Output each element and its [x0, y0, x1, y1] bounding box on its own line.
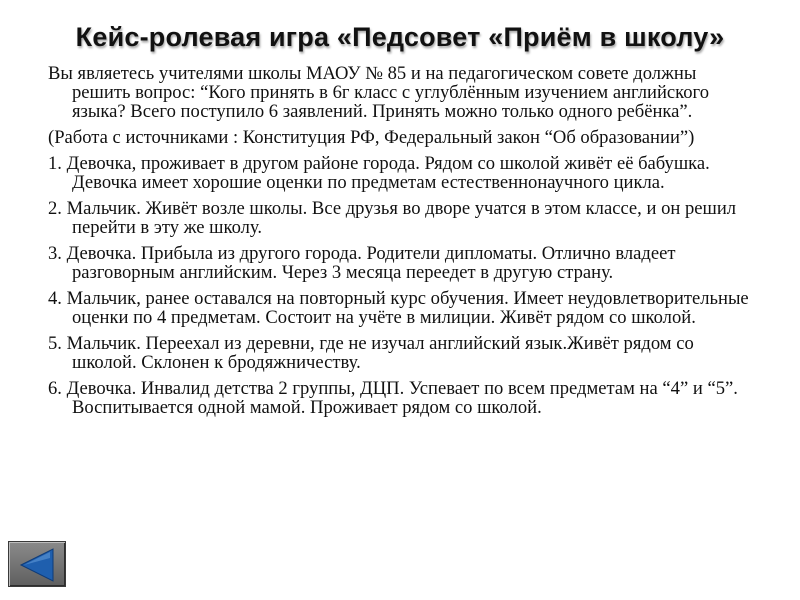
intro-paragraph: Вы являетесь учителями школы МАОУ № 85 и на педагогическом совете должны решить вопрос: “Кого принять в 6г класс с углублённым изучением английского языка? Всего поступило 6 заявлений. Принять можно только одного ребёнка”. — [48, 63, 709, 122]
case-item-5: 5. Мальчик. Переехал из деревни, где не изучал английский язык.Живёт рядом со школой. Склонен к бродяжничеству. — [48, 333, 694, 373]
sources-paragraph: (Работа с источниками : Конституция РФ, Федеральный закон “Об образовании”) — [48, 127, 695, 148]
case-item-4: 4. Мальчик, ранее оставался на повторный курс обучения. Имеет неудовлетворительные оценки по 4 предметам. Состоит на учёте в милиции. Живёт рядом со школой. — [48, 288, 749, 328]
case-item-6: 6. Девочка. Инвалид детства 2 группы, ДЦП. Успевает по всем предметам на “4” и “5”. Воспитывается одной мамой. Проживает рядом со школой. — [48, 378, 738, 418]
case-item-3: 3. Девочка. Прибыла из другого города. Родители дипломаты. Отлично владеет разговорным английским. Через 3 месяца переедет в другую страну. — [48, 243, 676, 283]
case-item-1: 1. Девочка, проживает в другом районе города. Рядом со школой живёт её бабушка. Девочка имеет хорошие оценки по предметам естественнонаучного цикла. — [48, 153, 710, 193]
case-item-2: 2. Мальчик. Живёт возле школы. Все друзья во дворе учатся в этом классе, и он решил перейти в эту же школу. — [48, 198, 737, 238]
left-arrow-icon — [9, 542, 67, 588]
slide-content — [48, 64, 753, 424]
back-button[interactable] — [8, 541, 66, 587]
slide-title: Кейс-ролевая игра «Педсовет «Приём в школу» — [75, 22, 725, 52]
